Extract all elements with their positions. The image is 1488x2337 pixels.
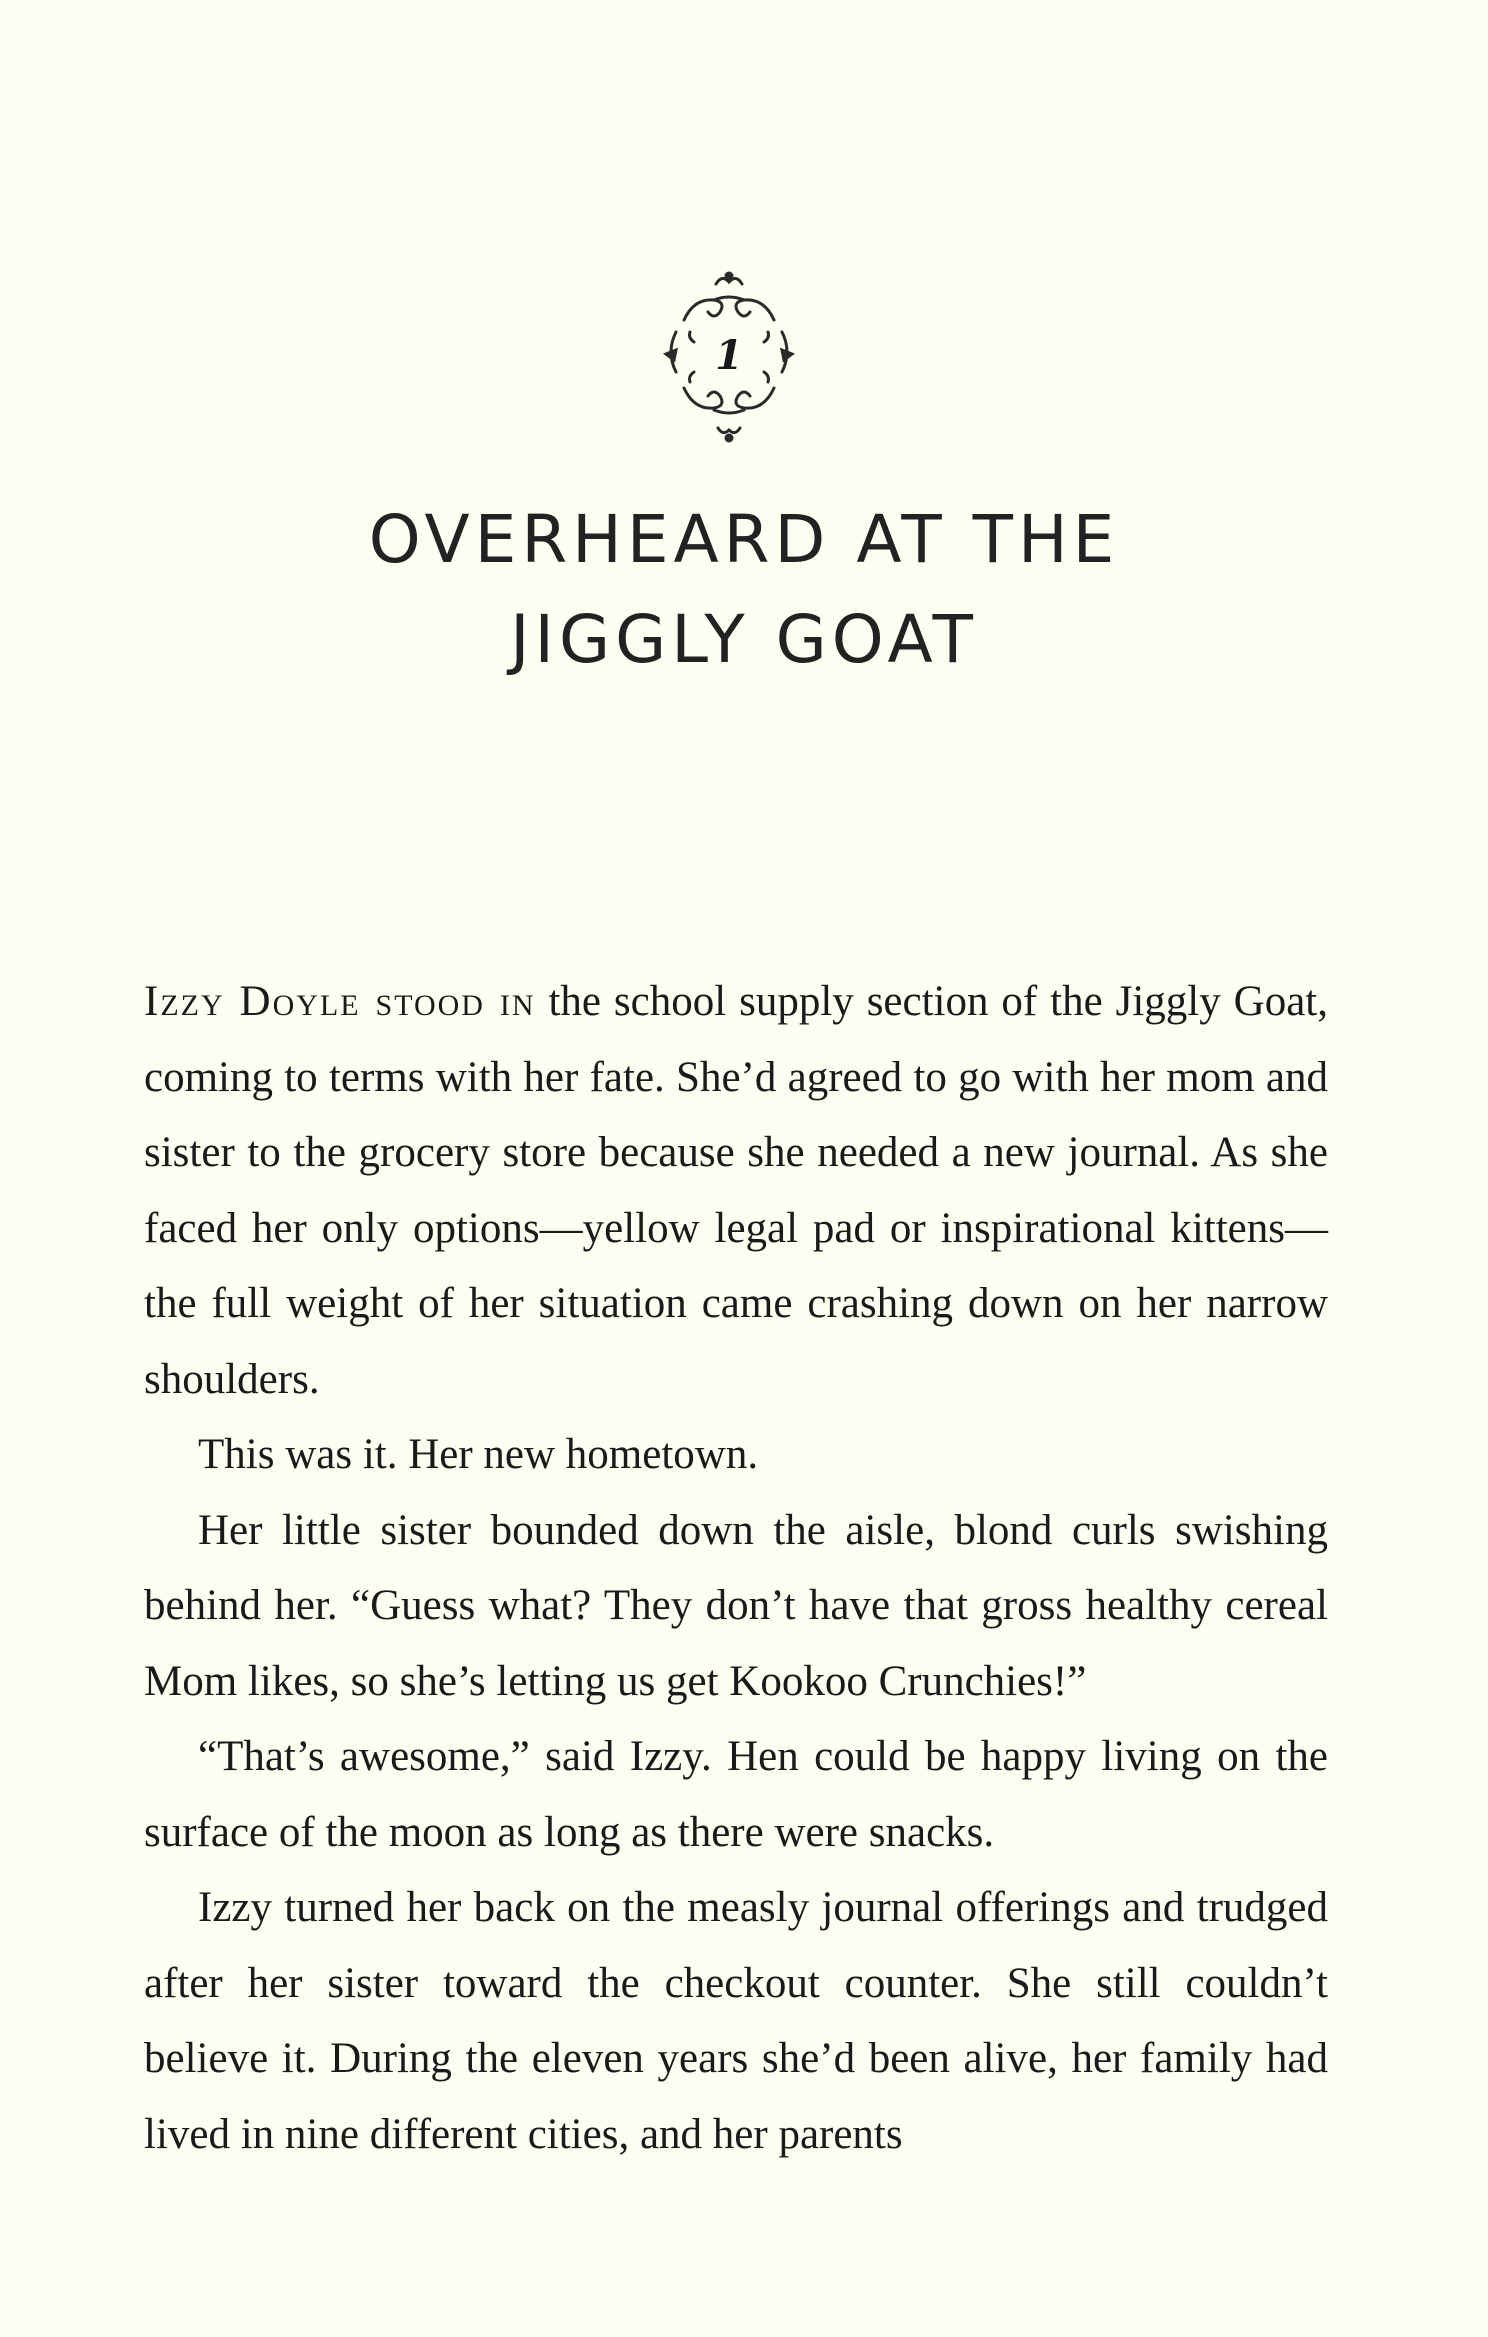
chapter-title-line-1: OVERHEARD AT THE bbox=[368, 501, 1120, 578]
chapter-ornament-icon bbox=[644, 262, 814, 452]
chapter-body bbox=[144, 964, 1328, 2172]
paragraph-2: This was it. Her new hometown. bbox=[198, 1431, 759, 1478]
paragraph-5: Izzy turned her back on the measly journal offerings and trudged after her sister toward the checkout counter. She still couldn’t believe it. During the eleven years she’d been alive, her family had lived in nine different cities, and her parents bbox=[144, 1884, 1328, 2158]
paragraph-3: Her little sister bounded down the aisle, blond curls swishing behind her. “Guess what? They don’t have that gross healthy cereal Mom likes, so she’s letting us get Kookoo Crunchies!” bbox=[144, 1506, 1328, 1705]
paragraph-1-text: the school supply section of the Jiggly Goat, coming to terms with her fate. She’d agreed to go with her mom and sister to the grocery store because she needed a new journal. As she faced her only options—yellow legal pad or inspirational kittens—the full weight of her situation came crashing down on her narrow shoulders. bbox=[144, 978, 1328, 1403]
chapter-number: 1 bbox=[715, 332, 743, 379]
paragraph-1 bbox=[144, 964, 1328, 1417]
chapter-title-line-2: JIGGLY GOAT bbox=[510, 601, 978, 678]
lead-in-small-caps: Izzy Doyle stood in bbox=[144, 978, 536, 1025]
paragraph-4: “That’s awesome,” said Izzy. Hen could be happy living on the surface of the moon as long as there were snacks. bbox=[144, 1733, 1328, 1856]
chapter-title bbox=[0, 490, 1488, 690]
